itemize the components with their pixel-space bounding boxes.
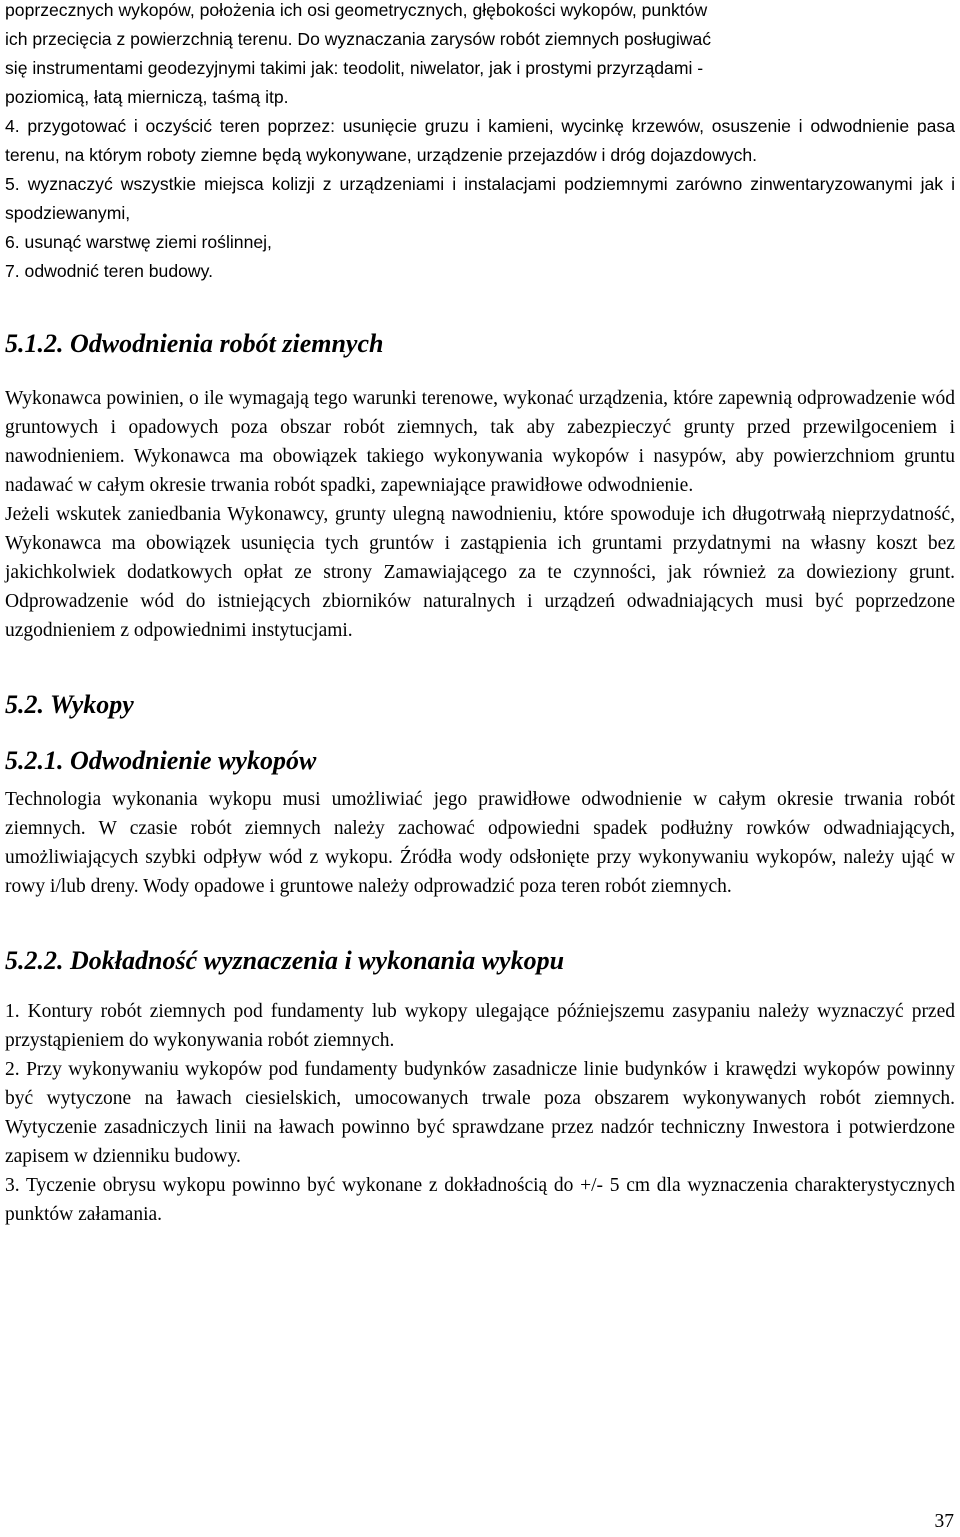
page-number: 37 — [934, 1511, 954, 1532]
list-item-5: 5. wyznaczyć wszystkie miejsca kolizji z urządzeniami i instalacjami podziemnymi zarówno zinwentaryzowanymi jak i spodziewanymi, — [5, 174, 955, 223]
intro-block — [5, 0, 955, 112]
list-item-6: 6. usunąć warstwę ziemi roślinnej, — [5, 232, 272, 252]
section-5-2-2-item-2: 2. Przy wykonywaniu wykopów pod fundamenty budynków zasadnicze linie budynków i krawędzi wykopów powinny być wytyczone na ławach ciesielskich, umocowanych trwale poza obszarem wykonywanych robót ziemnych. Wytyczenie zasadniczych linii na ławach powinno być sprawdzane przez nadzór techniczny Inwestora i potwierdzone zapisem w dzienniku budowy. — [5, 1059, 955, 1167]
document-page — [5, 0, 955, 1229]
section-5-2-1-paragraph-1: Technologia wykonania wykopu musi umożliwiać jego prawidłowe odwodnienie w całym okresie trwania robót ziemnych. W czasie robót ziemnych należy zachować odpowiedni spadek podłużny rowków odwadniających, umożliwiających szybki odpływ wód z wykopu. Źródła wody odsłonięte przy wykonywaniu wykopów, należy ująć w rowy i/lub dreny. Wody opadowe i gruntowe należy odprowadzić poza teren robót ziemnych. — [5, 789, 955, 897]
section-5-1-2-paragraph-1: Wykonawca powinien, o ile wymagają tego warunki terenowe, wykonać urządzenia, które zapewnią odprowadzenie wód gruntowych i opadowych poza obszar robót ziemnych, tak aby zabezpieczyć grunty przed przewilgoceniem i nawodnieniem. Wykonawca ma obowiązek takiego wykonywania wykopów i nasypów, aby powierzchniom gruntu nadawać w całym okresie trwania robót spadki, zapewniające prawidłowe odwodnienie. — [5, 388, 955, 496]
heading-5-2-1: 5.2.1. Odwodnienie wykopów — [5, 746, 317, 775]
list-item-7: 7. odwodnić teren budowy. — [5, 261, 213, 281]
intro-line: się instrumentami geodezyjnymi takimi jak: teodolit, niwelator, jak i prostymi przyrządami - — [5, 58, 704, 78]
intro-line: ich przecięcia z powierzchnią terenu. Do wyznaczania zarysów robót ziemnych posługiwać — [5, 29, 712, 49]
section-5-2-2-item-3: 3. Tyczenie obrysu wykopu powinno być wykonane z dokładnością do +/- 5 cm dla wyznaczenia charakterystycznych punktów załamania. — [5, 1175, 955, 1225]
heading-5-2-2: 5.2.2. Dokładność wyznaczenia i wykonania wykopu — [5, 946, 565, 975]
intro-line: poprzecznych wykopów, położenia ich osi geometrycznych, głębokości wykopów, punktów — [5, 0, 708, 20]
heading-5-1-2: 5.1.2. Odwodnienia robót ziemnych — [5, 329, 384, 358]
list-top — [5, 112, 955, 286]
section-5-2-2-item-1: 1. Kontury robót ziemnych pod fundamenty lub wykopy ulegające późniejszemu zasypaniu należy wyznaczyć przed przystąpieniem do wykonywania robót ziemnych. — [5, 1001, 955, 1051]
section-5-1-2-paragraph-2: Jeżeli wskutek zaniedbania Wykonawcy, grunty ulegną nawodnieniu, które spowoduje ich długotrwałą nieprzydatność, Wykonawca ma obowiązek usunięcia tych gruntów i zastąpienia ich gruntami przydatnymi na własny koszt bez jakichkolwiek dodatkowych opłat ze strony Zamawiającego za te czynności, jak również za dowieziony grunt. Odprowadzenie wód do istniejących zbiorników naturalnych i urządzeń odwadniających musi być poprzedzone uzgodnieniem z odpowiednimi instytucjami. — [5, 504, 955, 641]
list-item-4: 4. przygotować i oczyścić teren poprzez: usunięcie gruzu i kamieni, wycinkę krzewów, osuszenie i odwodnienie pasa terenu, na którym roboty ziemne będą wykonywane, urządzenie przejazdów i dróg dojazdowych. — [5, 116, 955, 165]
intro-line: poziomicą, łatą mierniczą, taśmą itp. — [5, 87, 289, 107]
heading-5-2: 5.2. Wykopy — [5, 690, 134, 719]
